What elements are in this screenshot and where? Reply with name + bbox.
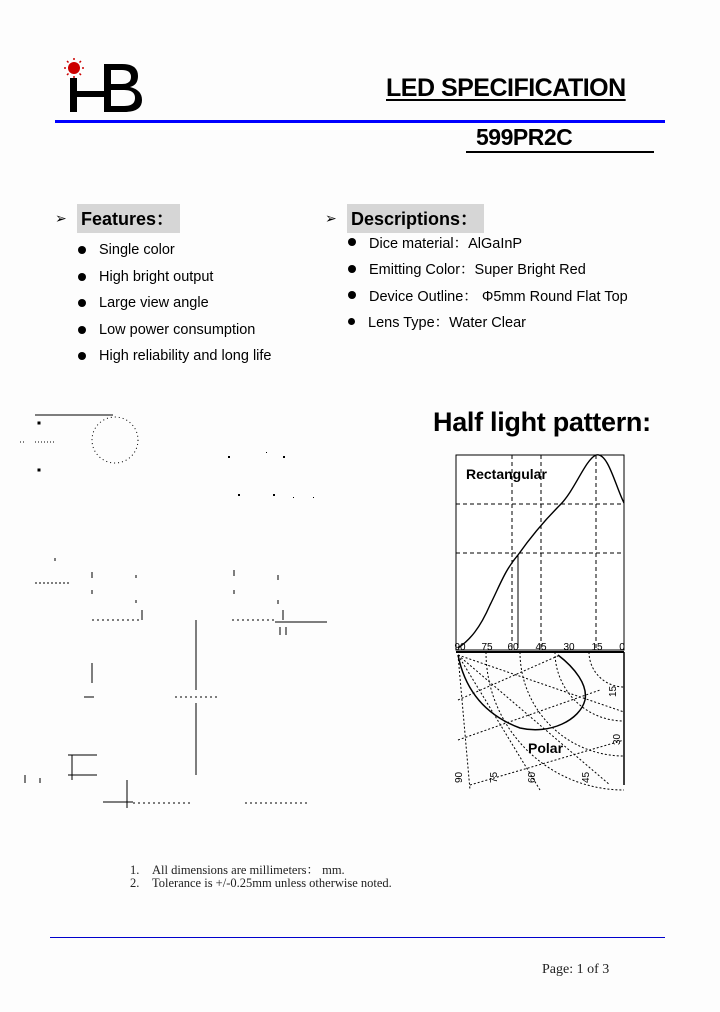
note-item: 2. Tolerance is +/-0.25mm unless otherwise noted. xyxy=(130,876,392,890)
svg-text:60: 60 xyxy=(507,642,519,653)
svg-text:90: 90 xyxy=(454,642,466,653)
page-indicator: Page: 1 of 3 xyxy=(542,962,610,977)
list-item-label: Emitting Color：Super Bright Red xyxy=(369,262,586,279)
svg-text:15: 15 xyxy=(608,685,619,697)
svg-text:15: 15 xyxy=(591,642,603,653)
document-title: LED SPECIFICATION xyxy=(386,74,626,102)
bullet-icon xyxy=(348,318,355,325)
svg-text:90: 90 xyxy=(454,771,465,783)
note-item: 1. All dimensions are millimeters： mm. xyxy=(130,863,345,877)
svg-text:75: 75 xyxy=(489,771,500,783)
dimension-drawing xyxy=(0,405,345,825)
part-number-underline xyxy=(466,151,654,153)
svg-text:75: 75 xyxy=(481,642,493,653)
svg-text:30: 30 xyxy=(563,642,575,653)
led-dot-icon xyxy=(64,58,84,78)
list-item xyxy=(78,264,272,291)
polar-label: Polar xyxy=(528,740,564,756)
header-rule xyxy=(55,120,665,123)
bullet-icon xyxy=(78,326,86,334)
arrow-bullet-icon: ➢ xyxy=(55,210,67,226)
bullet-icon xyxy=(78,352,86,360)
svg-text:60: 60 xyxy=(527,771,538,783)
svg-text:0: 0 xyxy=(619,642,625,653)
list-item-label: Lens Type：Water Clear xyxy=(368,315,526,332)
list-item xyxy=(78,317,272,344)
half-light-pattern-charts xyxy=(448,452,633,792)
bullet-icon xyxy=(78,246,86,254)
arrow-bullet-icon: ➢ xyxy=(325,210,337,226)
features-list xyxy=(78,237,272,370)
dimension-notes xyxy=(130,860,392,892)
bullet-icon xyxy=(78,273,86,281)
bullet-icon xyxy=(78,299,86,307)
list-item-label: Single color xyxy=(99,242,175,259)
list-item xyxy=(78,237,272,264)
svg-text:30: 30 xyxy=(612,733,623,745)
descriptions-heading-label: Descriptions： xyxy=(347,204,484,233)
list-item-label: Dice material：AlGaInP xyxy=(369,235,523,252)
features-heading xyxy=(55,204,180,233)
list-item-label: Low power consumption xyxy=(99,321,256,338)
list-item-label: High reliability and long life xyxy=(99,348,272,365)
list-item xyxy=(348,256,628,283)
list-item-label: High bright output xyxy=(99,268,214,285)
list-item-label: Large view angle xyxy=(99,295,209,312)
descriptions-list xyxy=(348,229,628,335)
bullet-icon xyxy=(348,238,356,246)
list-item-label: Device Outline： Φ5mm Round Flat Top xyxy=(369,288,628,305)
svg-text:45: 45 xyxy=(581,771,592,783)
list-item xyxy=(348,229,628,256)
list-item xyxy=(348,282,628,309)
part-number: 599PR2C xyxy=(476,124,573,150)
bullet-icon xyxy=(348,265,356,273)
list-item xyxy=(78,343,272,370)
svg-text:45: 45 xyxy=(535,642,547,653)
half-light-pattern-heading: Half light pattern: xyxy=(433,407,651,437)
list-item xyxy=(348,309,628,336)
rectangular-label: Rectangular xyxy=(466,466,547,482)
bullet-icon xyxy=(348,291,356,299)
footer-rule xyxy=(50,937,665,938)
company-logo xyxy=(60,58,150,114)
list-item xyxy=(78,290,272,317)
features-heading-label: Features： xyxy=(77,204,180,233)
